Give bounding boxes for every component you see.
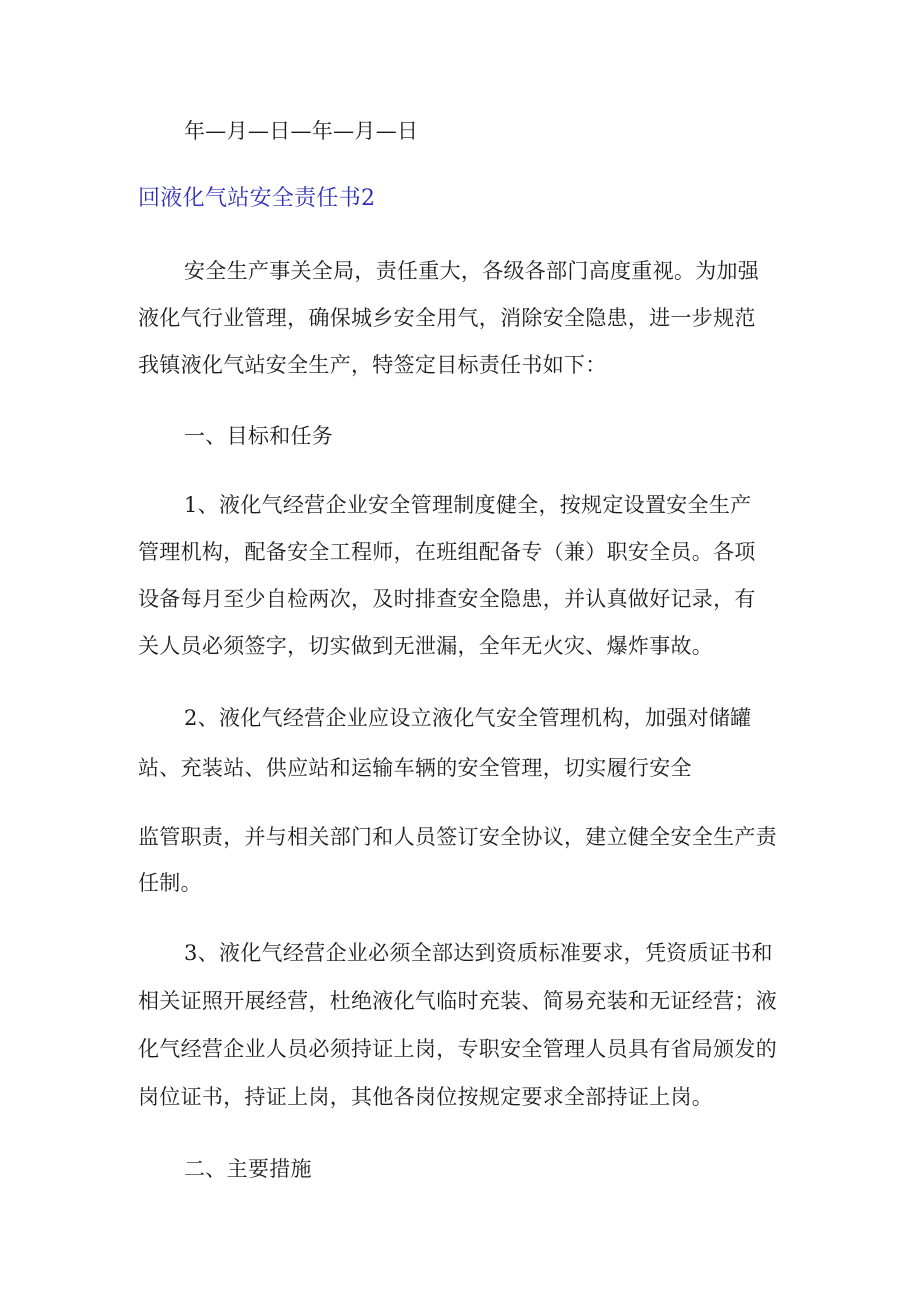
item3-line-3: 化气经营企业人员必须持证上岗，专职安全管理人员具有省局颁发的	[138, 1037, 777, 1061]
intro-line-1: 安全生产事关全局，责任重大，各级各部门高度重视。为加强	[184, 259, 760, 283]
item1-line-4: 关人员必须签字，切实做到无泄漏，全年无火灾、爆炸事故。	[138, 634, 714, 658]
item1-line-3: 设备每月至少自检两次，及时排查安全隐患，并认真做好记录，有	[138, 587, 756, 611]
item2-line-1: 2、液化气经营企业应设立液化气安全管理机构，加强对储罐	[184, 706, 752, 730]
section-heading-measures: 二、主要措施	[184, 1157, 312, 1181]
date-line: 年—月—日—年—月—日	[184, 119, 419, 143]
item1-line-2: 管理机构，配备安全工程师，在班组配备专（兼）职安全员。各项	[138, 540, 756, 564]
item3-line-4: 岗位证书，持证上岗，其他各岗位按规定要求全部持证上岗。	[138, 1085, 714, 1109]
intro-line-2: 液化气行业管理，确保城乡安全用气，消除安全隐患，进一步规范	[138, 306, 756, 330]
item3-line-2: 相关证照开展经营，杜绝液化气临时充装、简易充装和无证经营；液	[138, 989, 777, 1013]
intro-line-3: 我镇液化气站安全生产，特签定目标责任书如下：	[138, 353, 607, 377]
item1-line-1: 1、液化气经营企业安全管理制度健全，按规定设置安全生产	[184, 493, 752, 517]
section-heading-goals: 一、目标和任务	[184, 424, 334, 448]
item3-line-1: 3、液化气经营企业必须全部达到资质标准要求，凭资质证书和	[184, 941, 773, 965]
document-title: 回液化气站安全责任书2	[138, 186, 376, 211]
item2-line-3: 监管职责，并与相关部门和人员签订安全协议，建立健全安全生产责	[138, 825, 777, 849]
item2-line-2: 站、充装站、供应站和运输车辆的安全管理，切实履行安全	[138, 756, 692, 780]
item2-line-4: 任制。	[138, 871, 202, 895]
